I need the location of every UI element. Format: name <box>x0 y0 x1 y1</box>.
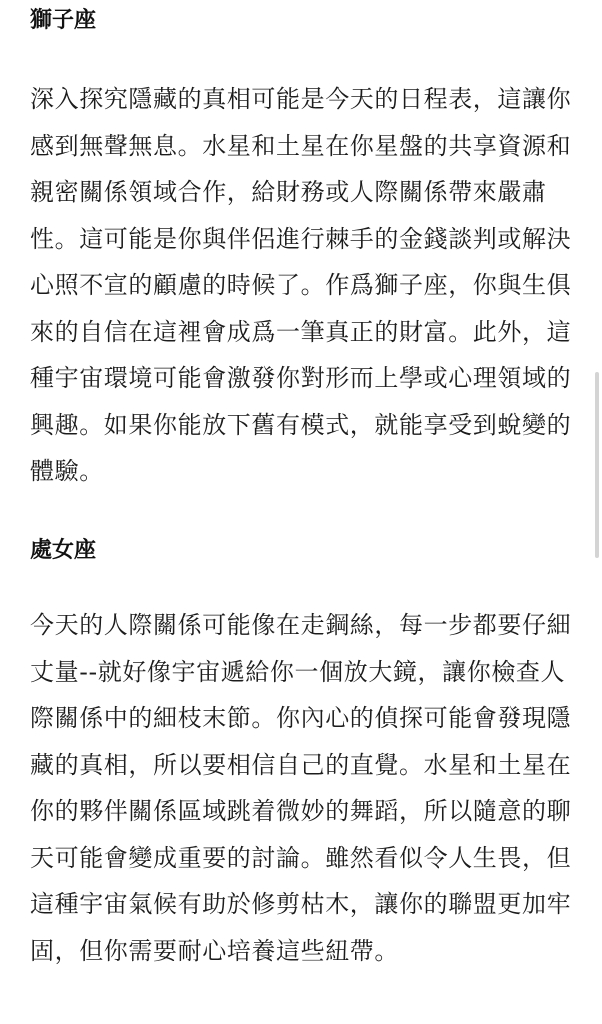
section-body-virgo: 今天的人際關係可能像在走鋼絲，每一步都要仔細丈量--就好像宇宙遞給你一個放大鏡，讓你檢查人際關係中的細枝末節。你內心的偵探可能會發現隱藏的真相，所以要相信自己的直覺。水星和土星在你的夥伴關係區域跳着微妙的舞蹈，所以隨意的聊天可能會變成重要的討論。雖然看似令人生畏，但這種宇宙氣候有助於修剪枯木，讓你的聯盟更加牢固，但你需要耐心培養這些紐帶。 <box>30 611 572 965</box>
vertical-scrollbar[interactable] <box>594 0 602 1024</box>
section-title-leo: 獅子座 <box>30 8 97 33</box>
scrollbar-thumb[interactable] <box>595 372 599 558</box>
section-body-leo: 深入探究隱藏的真相可能是今天的日程表，這讓你感到無聲無息。水星和土星在你星盤的共享資源和親密關係領域合作，給財務或人際關係帶來嚴肅性。這可能是你與伴侶進行棘手的金錢談判或解決心照不宣的顧慮的時候了。作爲獅子座，你與生俱來的自信在這裡會成爲一筆真正的財富。此外，這種宇宙環境可能會激發你對形而上學或心理領域的興趣。如果你能放下舊有模式，就能享受到蛻變的體驗。 <box>30 85 572 485</box>
section-title-virgo: 處女座 <box>30 538 97 563</box>
